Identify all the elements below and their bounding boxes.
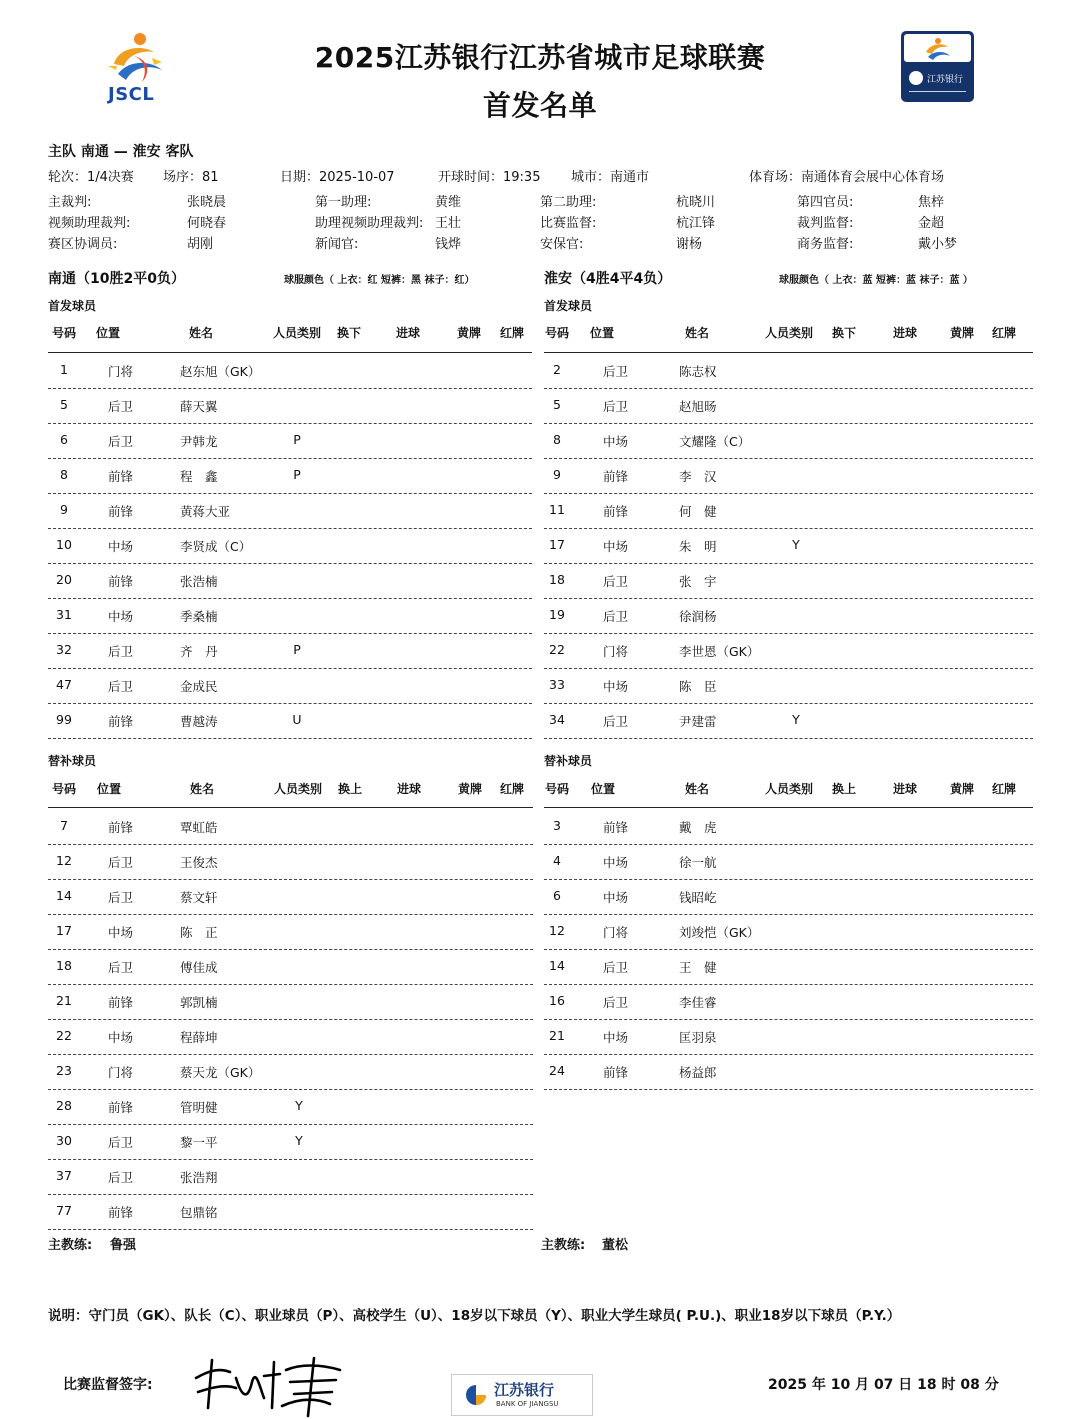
- official-name: 戴小梦: [918, 237, 958, 252]
- player-position: 中场: [603, 855, 629, 870]
- row-divider: [544, 844, 1033, 845]
- column-header: 人员类别: [765, 326, 814, 340]
- player-number: 9: [553, 467, 561, 482]
- player-position: 中场: [603, 539, 629, 554]
- home-subs-title: 替补球员: [48, 754, 97, 768]
- player-name: 刘竣恺（GK）: [679, 925, 760, 940]
- page-subtitle: 首发名单: [482, 89, 597, 122]
- player-name: 文耀隆（C）: [679, 434, 751, 449]
- player-position: 后卫: [603, 995, 629, 1010]
- column-header: 姓名: [190, 782, 215, 796]
- player-number: 3: [553, 818, 561, 833]
- player-position: 门将: [108, 364, 134, 379]
- row-divider: [48, 738, 532, 739]
- player-number: 9: [60, 502, 68, 517]
- right-logo-text: 江苏银行: [927, 75, 964, 85]
- match-number: 场序：81: [163, 170, 219, 185]
- official-role: 赛区协调员:: [48, 237, 118, 252]
- row-divider: [48, 984, 533, 985]
- player-position: 前锋: [108, 1100, 134, 1115]
- row-divider: [48, 879, 533, 880]
- match-date: 日期：2025-10-07: [280, 170, 395, 185]
- player-category: P: [293, 432, 301, 447]
- player-position: 前锋: [108, 504, 134, 519]
- official-name: 何晓春: [187, 216, 227, 231]
- player-name: 蔡文轩: [180, 890, 218, 905]
- player-name: 季桑楠: [180, 609, 218, 624]
- official-name: 焦梓: [918, 195, 945, 210]
- away-kit-colors: 球服颜色（ 上衣：蓝 短裤：蓝 袜子：蓝 ）: [779, 275, 973, 286]
- player-position: 前锋: [108, 995, 134, 1010]
- player-position: 中场: [603, 679, 629, 694]
- player-position: 后卫: [603, 364, 629, 379]
- official-role: 安保官:: [540, 237, 584, 252]
- player-number: 37: [56, 1168, 72, 1183]
- player-name: 李世恩（GK）: [679, 644, 760, 659]
- official-role: 视频助理裁判:: [48, 216, 131, 231]
- player-number: 11: [549, 502, 565, 517]
- player-number: 22: [549, 642, 565, 657]
- player-number: 99: [56, 712, 72, 727]
- row-divider: [48, 844, 533, 845]
- column-header: 号码: [545, 326, 570, 340]
- player-number: 1: [60, 362, 68, 377]
- player-category: U: [292, 712, 302, 727]
- player-category: Y: [792, 712, 800, 727]
- player-name: 覃虹皓: [180, 820, 218, 835]
- column-header: 换下: [832, 326, 857, 340]
- bank-name: 江苏银行: [494, 1381, 555, 1399]
- player-position: 前锋: [603, 1065, 629, 1080]
- column-header: 换上: [832, 782, 857, 796]
- row-divider: [48, 388, 532, 389]
- player-number: 8: [60, 467, 68, 482]
- row-divider: [544, 668, 1033, 669]
- official-role: 第一助理:: [315, 195, 372, 210]
- header-divider: [48, 807, 533, 808]
- official-role: 比赛监督:: [540, 216, 597, 231]
- row-divider: [48, 528, 532, 529]
- player-position: 前锋: [108, 574, 134, 589]
- away-coach-name: 董松: [602, 1238, 629, 1253]
- player-number: 12: [549, 923, 565, 938]
- bank-mark-icon: [464, 1383, 488, 1407]
- player-name: 张 宇: [679, 574, 717, 589]
- player-name: 傅佳成: [180, 960, 218, 975]
- player-position: 后卫: [603, 609, 629, 624]
- player-name: 何 健: [679, 504, 717, 519]
- row-divider: [544, 423, 1033, 424]
- player-category: P: [293, 642, 301, 657]
- column-header: 号码: [545, 782, 570, 796]
- official-name: 胡刚: [187, 237, 214, 252]
- player-position: 中场: [108, 1030, 134, 1045]
- official-role: 主裁判:: [48, 195, 92, 210]
- player-name: 管明健: [180, 1100, 218, 1115]
- away-starters-title: 首发球员: [544, 299, 593, 313]
- player-name: 蔡天龙（GK）: [180, 1065, 261, 1080]
- official-role: 第二助理:: [540, 195, 597, 210]
- home-starters-title: 首发球员: [48, 299, 97, 313]
- player-number: 20: [56, 572, 72, 587]
- player-number: 30: [56, 1133, 72, 1148]
- player-number: 24: [549, 1063, 565, 1078]
- official-name: 杭江锋: [676, 216, 716, 231]
- row-divider: [544, 388, 1033, 389]
- player-name: 赵东旭（GK）: [180, 364, 261, 379]
- row-divider: [544, 738, 1033, 739]
- player-name: 黎一平: [180, 1135, 218, 1150]
- column-header: 进球: [893, 326, 918, 340]
- player-number: 16: [549, 993, 565, 1008]
- player-number: 19: [549, 607, 565, 622]
- row-divider: [48, 598, 532, 599]
- player-number: 6: [553, 888, 561, 903]
- player-number: 34: [549, 712, 565, 727]
- column-header: 进球: [397, 782, 422, 796]
- player-position: 前锋: [108, 820, 134, 835]
- player-number: 8: [553, 432, 561, 447]
- column-header: 黄牌: [950, 326, 975, 340]
- row-divider: [48, 1194, 533, 1195]
- bank-logo-card: [901, 31, 974, 102]
- row-divider: [48, 949, 533, 950]
- player-position: 中场: [108, 539, 134, 554]
- signature-image: [190, 1348, 350, 1418]
- player-number: 4: [553, 853, 561, 868]
- player-number: 18: [549, 572, 565, 587]
- match-stadium: 体育场：南通体育会展中心体育场: [749, 170, 945, 185]
- player-category: Y: [295, 1098, 303, 1113]
- row-divider: [48, 458, 532, 459]
- row-divider: [48, 1229, 533, 1230]
- column-header: 红牌: [500, 782, 525, 796]
- player-number: 77: [56, 1203, 72, 1218]
- column-header: 黄牌: [457, 326, 482, 340]
- row-divider: [544, 528, 1033, 529]
- player-number: 14: [56, 888, 72, 903]
- player-number: 12: [56, 853, 72, 868]
- player-position: 中场: [603, 890, 629, 905]
- row-divider: [544, 1089, 1033, 1090]
- row-divider: [48, 1159, 533, 1160]
- player-number: 5: [60, 397, 68, 412]
- official-name: 杭晓川: [676, 195, 716, 210]
- column-header: 姓名: [685, 326, 710, 340]
- column-header: 号码: [52, 782, 77, 796]
- row-divider: [48, 423, 532, 424]
- player-name: 李 汉: [679, 469, 717, 484]
- player-number: 7: [60, 818, 68, 833]
- row-divider: [48, 563, 532, 564]
- player-name: 杨益郎: [679, 1065, 717, 1080]
- row-divider: [544, 879, 1033, 880]
- player-number: 23: [56, 1063, 72, 1078]
- player-name: 程 鑫: [180, 469, 218, 484]
- row-divider: [48, 914, 533, 915]
- row-divider: [544, 598, 1033, 599]
- player-position: 后卫: [108, 679, 134, 694]
- bank-mark-icon: [909, 71, 923, 85]
- player-position: 前锋: [603, 469, 629, 484]
- player-name: 李贤成（C）: [180, 539, 252, 554]
- player-number: 31: [56, 607, 72, 622]
- official-role: 商务监督:: [797, 237, 854, 252]
- player-position: 后卫: [603, 399, 629, 414]
- column-header: 位置: [591, 782, 616, 796]
- column-header: 位置: [590, 326, 615, 340]
- row-divider: [544, 984, 1033, 985]
- home-coach-label: 主教练:: [48, 1238, 93, 1253]
- player-name: 朱 明: [679, 539, 717, 554]
- player-position: 门将: [603, 925, 629, 940]
- row-divider: [48, 668, 532, 669]
- column-header: 人员类别: [274, 782, 323, 796]
- official-role: 助理视频助理裁判:: [315, 216, 424, 231]
- signature-timestamp: 2025 年 10 月 07 日 18 时 08 分: [768, 1377, 999, 1393]
- player-position: 后卫: [108, 644, 134, 659]
- player-category: Y: [295, 1133, 303, 1148]
- player-number: 17: [549, 537, 565, 552]
- player-position: 中场: [603, 1030, 629, 1045]
- player-name: 戴 虎: [679, 820, 717, 835]
- player-number: 28: [56, 1098, 72, 1113]
- player-position: 前锋: [108, 1205, 134, 1220]
- player-position: 后卫: [108, 434, 134, 449]
- player-number: 21: [56, 993, 72, 1008]
- player-position: 后卫: [108, 399, 134, 414]
- row-divider: [544, 493, 1033, 494]
- column-header: 进球: [893, 782, 918, 796]
- column-header: 进球: [396, 326, 421, 340]
- player-category: Y: [792, 537, 800, 552]
- player-name: 齐 丹: [180, 644, 218, 659]
- home-kit-colors: 球服颜色（ 上衣：红 短裤：黑 袜子：红）: [284, 275, 475, 286]
- player-name: 王俊杰: [180, 855, 218, 870]
- legend-note: 说明：守门员（GK）、队长（C）、职业球员（P）、高校学生（U）、18岁以下球员（Y）、职业大学生球员( P.U.)、职业18岁以下球员（P.Y.）: [48, 1308, 901, 1324]
- player-name: 张浩楠: [180, 574, 218, 589]
- player-position: 前锋: [108, 469, 134, 484]
- player-category: P: [293, 467, 301, 482]
- header-divider: [48, 352, 532, 353]
- player-name: 陈 臣: [679, 679, 717, 694]
- official-name: 张晓晨: [187, 195, 227, 210]
- player-name: 尹建雷: [679, 714, 717, 729]
- player-number: 14: [549, 958, 565, 973]
- player-name: 黄蒋大亚: [180, 504, 231, 519]
- row-divider: [48, 1124, 533, 1125]
- official-name: 王壮: [435, 216, 462, 231]
- player-position: 后卫: [603, 714, 629, 729]
- column-header: 红牌: [992, 782, 1017, 796]
- player-number: 6: [60, 432, 68, 447]
- column-header: 换下: [337, 326, 362, 340]
- bank-footer-logo: [451, 1374, 593, 1416]
- player-name: 王 健: [679, 960, 717, 975]
- row-divider: [544, 458, 1033, 459]
- column-header: 黄牌: [458, 782, 483, 796]
- official-name: 黄维: [435, 195, 462, 210]
- player-position: 后卫: [108, 855, 134, 870]
- row-divider: [544, 914, 1033, 915]
- column-header: 位置: [97, 782, 122, 796]
- player-position: 后卫: [603, 574, 629, 589]
- player-name: 薛天翼: [180, 399, 218, 414]
- column-header: 黄牌: [950, 782, 975, 796]
- player-number: 47: [56, 677, 72, 692]
- column-header: 人员类别: [273, 326, 322, 340]
- player-position: 中场: [108, 925, 134, 940]
- player-number: 33: [549, 677, 565, 692]
- player-name: 钱昭屹: [679, 890, 717, 905]
- row-divider: [48, 1089, 533, 1090]
- column-header: 姓名: [189, 326, 214, 340]
- player-name: 尹韩龙: [180, 434, 218, 449]
- signature-label: 比赛监督签字:: [63, 1377, 153, 1393]
- player-number: 2: [553, 362, 561, 377]
- player-name: 陈志权: [679, 364, 717, 379]
- away-subs-title: 替补球员: [544, 754, 593, 768]
- home-coach-name: 鲁强: [110, 1238, 137, 1253]
- match-city: 城市：南通市: [571, 170, 650, 185]
- page-title: 2025江苏银行江苏省城市足球联赛: [314, 41, 766, 74]
- player-name: 李佳睿: [679, 995, 717, 1010]
- kickoff-time: 开球时间：19:35: [438, 170, 541, 185]
- player-name: 匡羽泉: [679, 1030, 717, 1045]
- player-position: 前锋: [108, 714, 134, 729]
- player-name: 徐润杨: [679, 609, 717, 624]
- player-position: 前锋: [603, 504, 629, 519]
- player-position: 前锋: [603, 820, 629, 835]
- row-divider: [48, 493, 532, 494]
- row-divider: [544, 949, 1033, 950]
- player-position: 后卫: [108, 960, 134, 975]
- column-header: 红牌: [992, 326, 1017, 340]
- column-header: 红牌: [500, 326, 525, 340]
- official-name: 金超: [918, 216, 945, 231]
- player-number: 22: [56, 1028, 72, 1043]
- player-name: 徐一航: [679, 855, 717, 870]
- player-name: 程薛坤: [180, 1030, 218, 1045]
- row-divider: [48, 1019, 533, 1020]
- player-number: 21: [549, 1028, 565, 1043]
- player-position: 后卫: [108, 1170, 134, 1185]
- player-name: 赵旭旸: [679, 399, 717, 414]
- column-header: 号码: [52, 326, 77, 340]
- player-number: 17: [56, 923, 72, 938]
- player-name: 陈 正: [180, 925, 218, 940]
- row-divider: [544, 1019, 1033, 1020]
- player-position: 后卫: [108, 1135, 134, 1150]
- bank-name-en: BANK OF JIANGSU: [496, 1400, 559, 1408]
- column-header: 换上: [338, 782, 363, 796]
- row-divider: [544, 633, 1033, 634]
- player-position: 后卫: [108, 890, 134, 905]
- away-team-name: 淮安（4胜4平4负）: [544, 271, 672, 287]
- player-name: 郭凯楠: [180, 995, 218, 1010]
- column-header: 人员类别: [765, 782, 814, 796]
- player-name: 曹越涛: [180, 714, 218, 729]
- match-round: 轮次：1/4决赛: [48, 170, 134, 185]
- player-number: 5: [553, 397, 561, 412]
- row-divider: [48, 1054, 533, 1055]
- column-header: 姓名: [685, 782, 710, 796]
- teams-line: 主队 南通 — 淮安 客队: [48, 144, 194, 160]
- player-position: 中场: [603, 434, 629, 449]
- player-number: 10: [56, 537, 72, 552]
- player-name: 金成民: [180, 679, 218, 694]
- header-divider: [544, 807, 1033, 808]
- header-divider: [544, 352, 1033, 353]
- official-role: 新闻官:: [315, 237, 359, 252]
- away-coach-label: 主教练:: [541, 1238, 586, 1253]
- official-role: 第四官员:: [797, 195, 854, 210]
- row-divider: [48, 633, 532, 634]
- player-position: 门将: [108, 1065, 134, 1080]
- official-name: 钱烨: [435, 237, 462, 252]
- official-role: 裁判监督:: [797, 216, 854, 231]
- row-divider: [544, 703, 1033, 704]
- player-number: 18: [56, 958, 72, 973]
- player-position: 中场: [108, 609, 134, 624]
- column-header: 位置: [96, 326, 121, 340]
- jscl-logo-text: JSCL: [108, 84, 155, 105]
- official-name: 谢杨: [676, 237, 703, 252]
- home-team-name: 南通（10胜2平0负）: [48, 271, 185, 287]
- row-divider: [544, 1054, 1033, 1055]
- row-divider: [544, 563, 1033, 564]
- row-divider: [48, 703, 532, 704]
- player-name: 张浩翔: [180, 1170, 218, 1185]
- player-number: 32: [56, 642, 72, 657]
- player-position: 门将: [603, 644, 629, 659]
- player-name: 包鼎铭: [180, 1205, 218, 1220]
- league-emblem-icon: [904, 34, 971, 62]
- player-position: 后卫: [603, 960, 629, 975]
